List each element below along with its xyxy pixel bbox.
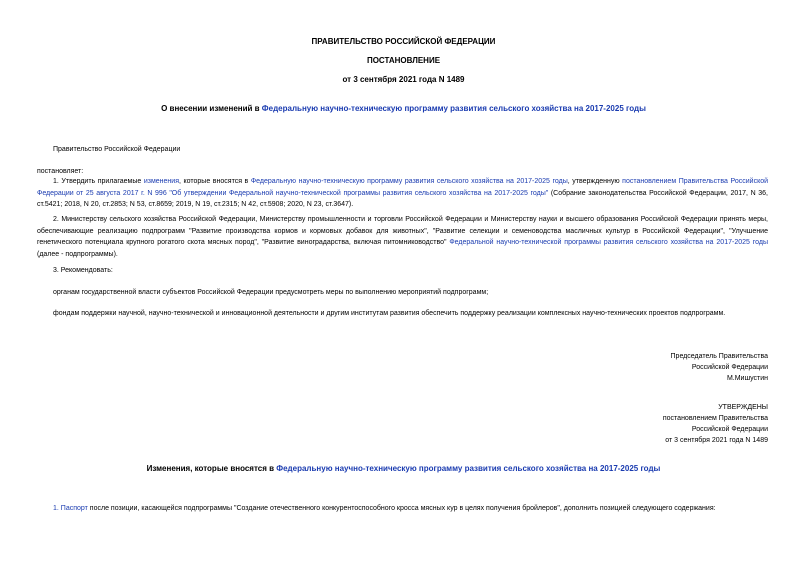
p1-link-resolution[interactable]: постановлением Правительства Российской Федерации от 25 августа 2017 г. N 996 "Об утверждении Федеральной научно-технической программы развития сельского хозяйства на 2017-2025 годы" (37, 178, 769, 197)
approval-heading: УТВЕРЖДЕНЫ (718, 404, 768, 411)
changes-title-prefix: Изменения, которые вносятся в (146, 464, 277, 473)
p1-text-b: , которые вносятся в (178, 178, 251, 185)
p1-text-c: , утвержденную (567, 178, 623, 185)
p1-link-program[interactable]: Федеральную научно-техническую программу развития сельского хозяйства на 2017-2025 годы (250, 178, 568, 185)
document-title-prefix: О внесении изменений в (161, 104, 262, 113)
document-title-link[interactable]: Федеральную научно-техническую программу развития сельского хозяйства на 2017-2025 годы (261, 104, 646, 113)
org-heading: ПРАВИТЕЛЬСТВО РОССИЙСКОЙ ФЕДЕРАЦИИ (311, 37, 496, 46)
paragraph-3b: фондам поддержки научной, научно-технической и инновационной деятельности и другим институтам развития обеспечить поддержку реализации комплексных научно-технических проектов подпрограмм. (53, 310, 726, 317)
signature-country: Российской Федерации (691, 364, 768, 371)
signature-position: Председатель Правительства (670, 353, 768, 360)
changes-item-1 (53, 505, 716, 512)
paragraph-1 (37, 176, 768, 211)
approval-block (663, 402, 768, 446)
decree-verb: постановляет: (37, 168, 84, 175)
p2-text-b: (далее - подпрограммы). (37, 250, 118, 258)
item1-number: 1. (53, 505, 61, 512)
doc-type-heading: ПОСТАНОВЛЕНИЕ (366, 56, 441, 65)
approval-line-4: от 3 сентября 2021 года N 1489 (665, 437, 768, 444)
changes-title-link[interactable]: Федеральную научно-техническую программу развития сельского хозяйства на 2017-2025 годы (276, 464, 661, 473)
p2-link-program[interactable]: Федеральной научно-технической программы развития сельского хозяйства на 2017-2025 годы (449, 239, 768, 246)
decree-date: от 3 сентября 2021 года N 1489 (342, 75, 465, 84)
p1-text-a: 1. Утвердить прилагаемые (53, 178, 144, 185)
approval-line-2: постановлением Правительства (662, 415, 768, 422)
paragraph-2 (37, 214, 768, 260)
item1-text: после позиции, касающейся подпрограммы "Создание отечественного конкурентоспособного кросса мясных кур в целях получения бройлеров", дополнить позицией следующего содержания: (87, 505, 716, 512)
government-line: Правительство Российской Федерации (53, 146, 181, 153)
signature-block (671, 351, 768, 384)
p1-text-d: (Собрание законодательства Российской Федерации, 2017, N 36, ст.5421; 2018, N 20, ст.2853; N 53, ст.8659; 2019, N 19, ст.2315; N 42, ст.5908; 2020, N 23, ст.3647). (37, 189, 768, 208)
paragraph-3: 3. Рекомендовать: (53, 267, 113, 274)
document-title (0, 104, 807, 113)
signature-name: М.Мишустин (726, 375, 768, 382)
p1-link-changes[interactable]: изменения (143, 178, 179, 185)
changes-title (0, 464, 807, 473)
p2-text-a: 2. Министерству сельского хозяйства Российской Федерации, Министерству промышленности и торговли Российской Федерации и Министерству науки и высшего образования Российской Федерации принять меры, обеспечивающие реализацию подпрограмм "Развитие производства кормов и кормовых добавок для животных", "Развитие селекции и семеноводства масличных культур в Российской Федерации", "Улучшение генетического потенциала крупного рогатого скота мясных пород", "Развитие виноградарства, включая питомниководство" (37, 216, 768, 246)
passport-link[interactable]: Паспорт (60, 505, 88, 512)
approval-line-3: Российской Федерации (691, 426, 768, 433)
paragraph-3a: органам государственной власти субъектов Российской Федерации предусмотреть меры по выполнению мероприятий подпрограмм; (53, 289, 489, 296)
